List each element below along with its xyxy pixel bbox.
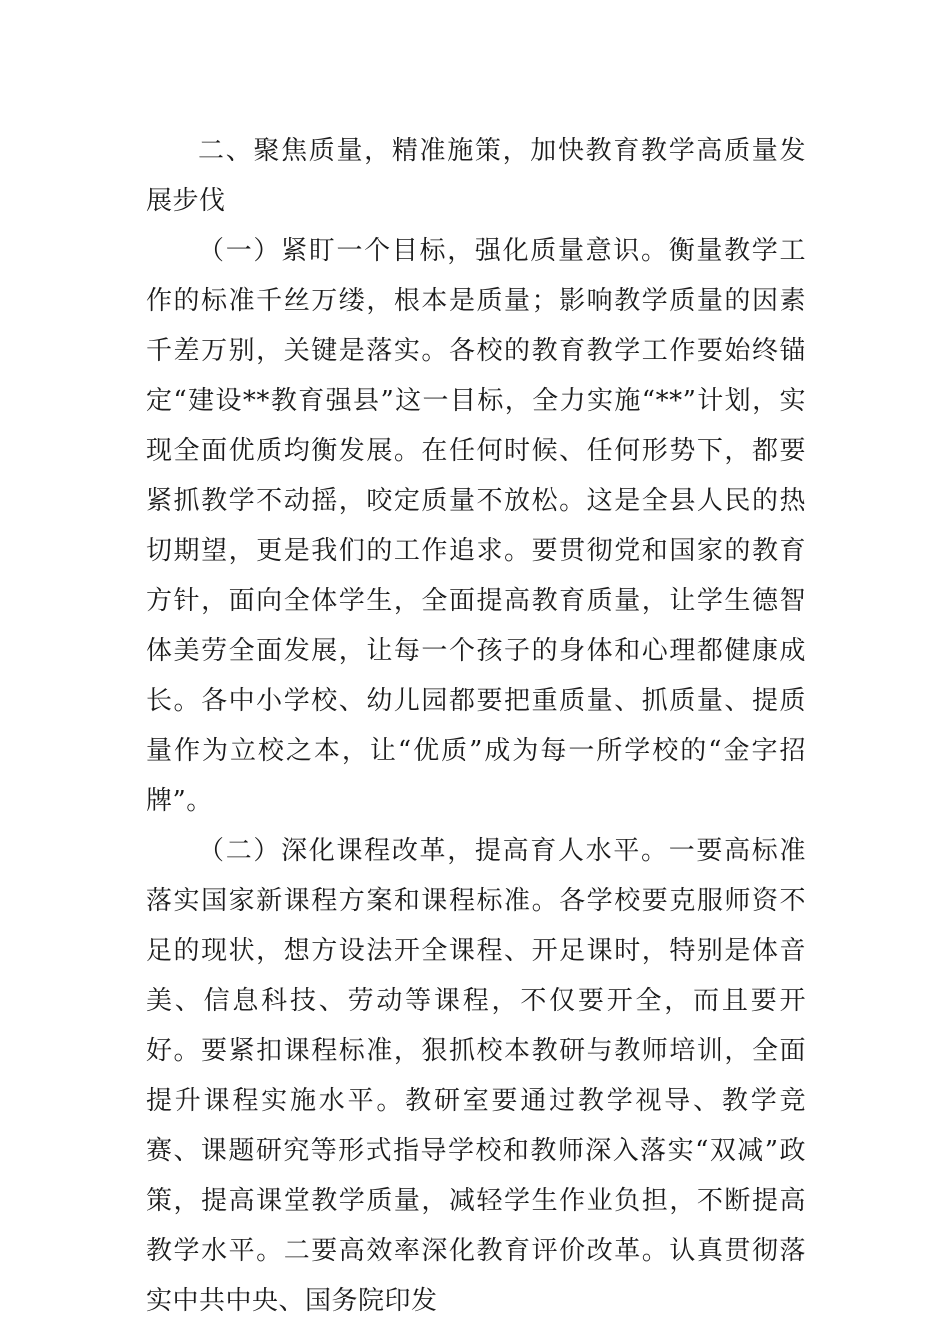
document-body [146,126,806,1326]
section-heading: 二、聚焦质量，精准施策，加快教育教学高质量发展步伐 [146,136,806,216]
paragraph-quality-goal: （一）紧盯一个目标，强化质量意识。衡量教学工作的标准千丝万缕，根本是质量；影响教学质量的因素千差万别，关键是落实。各校的教育教学工作要始终锚定“建设**教育强县”这一目标，全力实施“**”计划，实现全面优质均衡发展。在任何时候、任何形势下，都要紧抓教学不动摇，咬定质量不放松。这是全县人民的热切期望，更是我们的工作追求。要贯彻党和国家的教育方针，面向全体学生，全面提高教育质量，让学生德智体美劳全面发展，让每一个孩子的身体和心理都健康成长。各中小学校、幼儿园都要把重质量、抓质量、提质量作为立校之本，让“优质”成为每一所学校的“金字招牌”。 [146,236,806,816]
paragraph-curriculum-reform: （二）深化课程改革，提高育人水平。一要高标准落实国家新课程方案和课程标准。各学校要克服师资不足的现状，想方设法开全课程、开足课时，特别是体音美、信息科技、劳动等课程，不仅要开全，而且要开好。要紧扣课程标准，狠抓校本教研与教师培训，全面提升课程实施水平。教研室要通过教学视导、教学竞赛、课题研究等形式指导学校和教师深入落实“双减”政策，提高课堂教学质量，减轻学生作业负担，不断提高教学水平。二要高效率深化教育评价改革。认真贯彻落实中共中央、国务院印发 [146,836,806,1316]
